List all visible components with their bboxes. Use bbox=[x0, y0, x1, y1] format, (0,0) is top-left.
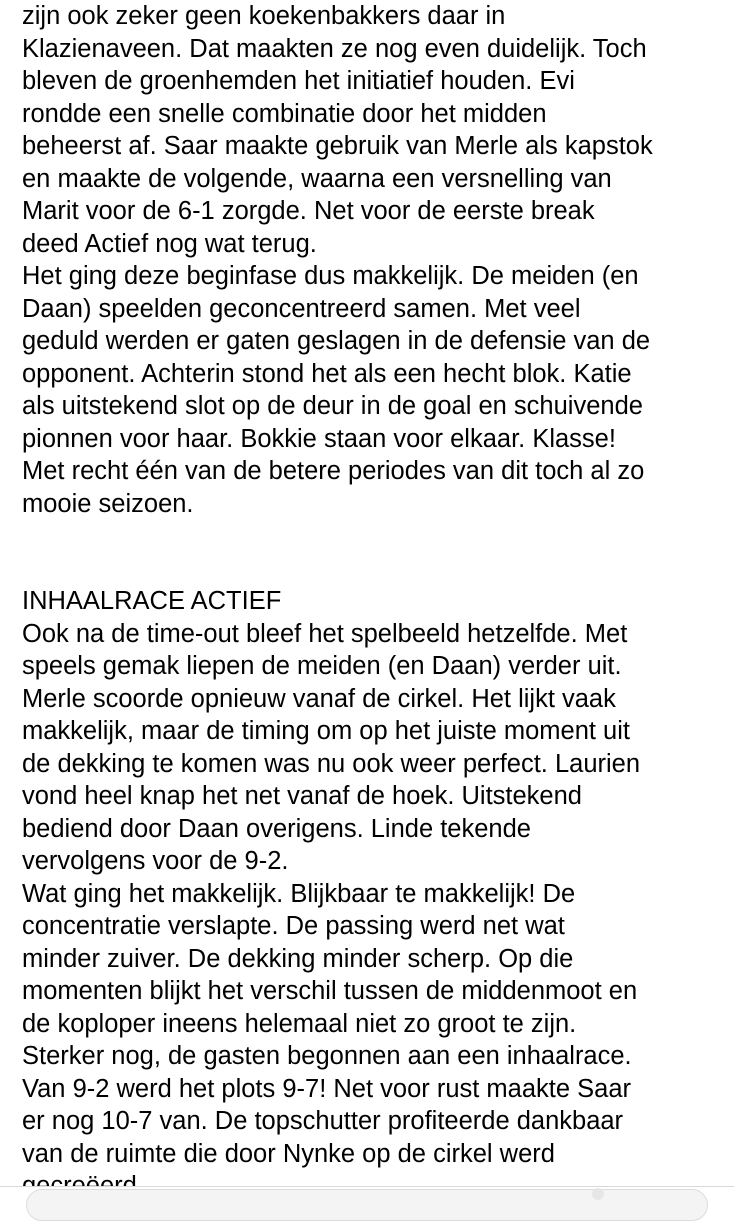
text-line: geduld werden er gaten geslagen in de defensie van de bbox=[22, 327, 651, 355]
text-line: bediend door Daan overigens. Linde tekende bbox=[22, 814, 531, 843]
text-line: en maakte de volgende, waarna een versnelling van bbox=[22, 164, 612, 193]
bottom-toolbar-pill[interactable] bbox=[26, 1189, 708, 1221]
text-line: Daan) speelden geconcentreerd samen. Met veel bbox=[22, 294, 581, 323]
text-line: Met recht één van de betere periodes van dit toch al zo bbox=[22, 457, 645, 485]
text-line: Het ging deze beginfase dus makkelijk. De meiden (en bbox=[22, 262, 639, 290]
text-line: speels gemak liepen de meiden (en Daan) verder uit. bbox=[22, 652, 622, 680]
text-line: rondde een snelle combinatie door het midden bbox=[22, 99, 547, 128]
text-line: Merle scoorde opnieuw vanaf de cirkel. Het lijkt vaak bbox=[22, 684, 616, 713]
bottom-toolbar bbox=[0, 1186, 734, 1201]
text-line: als uitstekend slot op de deur in de goal en schuivende bbox=[22, 392, 643, 420]
text-line: van de ruimte die door Nynke op de cirkel werd bbox=[22, 1139, 555, 1168]
text-line: vervolgens voor de 9-2. bbox=[22, 847, 289, 875]
text-line: minder zuiver. De dekking minder scherp. Op die bbox=[22, 944, 574, 973]
text-line: deed Actief nog wat terug. bbox=[22, 229, 317, 258]
section-heading: INHAALRACE ACTIEF bbox=[22, 587, 282, 615]
paragraph-2 bbox=[22, 260, 722, 520]
paragraph-1 bbox=[22, 0, 722, 260]
text-line: de koploper ineens helemaal niet zo groot te zijn. bbox=[22, 1009, 577, 1038]
paragraph-3 bbox=[22, 618, 722, 878]
text-line: bleven de groenhemden het initiatief houden. Evi bbox=[22, 67, 575, 95]
toolbar-dot-icon bbox=[592, 1188, 604, 1200]
text-line: pionnen voor haar. Bokkie staan voor elkaar. Klasse! bbox=[22, 424, 616, 453]
paragraph-gap bbox=[22, 520, 722, 585]
text-line: opponent. Achterin stond het als een hecht blok. Katie bbox=[22, 359, 632, 388]
text-line: zijn ook zeker geen koekenbakkers daar in bbox=[22, 2, 506, 30]
text-line: Van 9-2 werd het plots 9-7! Net voor rust maakte Saar bbox=[22, 1074, 631, 1103]
text-line: Sterker nog, de gasten begonnen aan een inhaalrace. bbox=[22, 1042, 632, 1070]
text-line: Ook na de time-out bleef het spelbeeld hetzelfde. Met bbox=[22, 619, 628, 648]
text-line: Klazienaveen. Dat maakten ze nog even duidelijk. Toch bbox=[22, 34, 647, 63]
text-line: mooie seizoen. bbox=[22, 489, 194, 518]
text-line: Wat ging het makkelijk. Blijkbaar te makkelijk! De bbox=[22, 879, 576, 908]
text-line: momenten blijkt het verschil tussen de middenmoot en bbox=[22, 977, 638, 1005]
paragraph-4 bbox=[22, 878, 722, 1203]
text-line: vond heel knap het net vanaf de hoek. Uitstekend bbox=[22, 782, 582, 810]
text-line: makkelijk, maar de timing om op het juiste moment uit bbox=[22, 717, 630, 745]
text-line: Marit voor de 6-1 zorgde. Net voor de eerste break bbox=[22, 197, 595, 225]
text-line: concentratie verslapte. De passing werd net wat bbox=[22, 912, 565, 940]
article-body bbox=[22, 0, 722, 1203]
text-line: de dekking te komen was nu ook weer perfect. Laurien bbox=[22, 749, 641, 778]
text-line: beheerst af. Saar maakte gebruik van Merle als kapstok bbox=[22, 132, 653, 160]
text-line: er nog 10-7 van. De topschutter profiteerde dankbaar bbox=[22, 1107, 624, 1135]
